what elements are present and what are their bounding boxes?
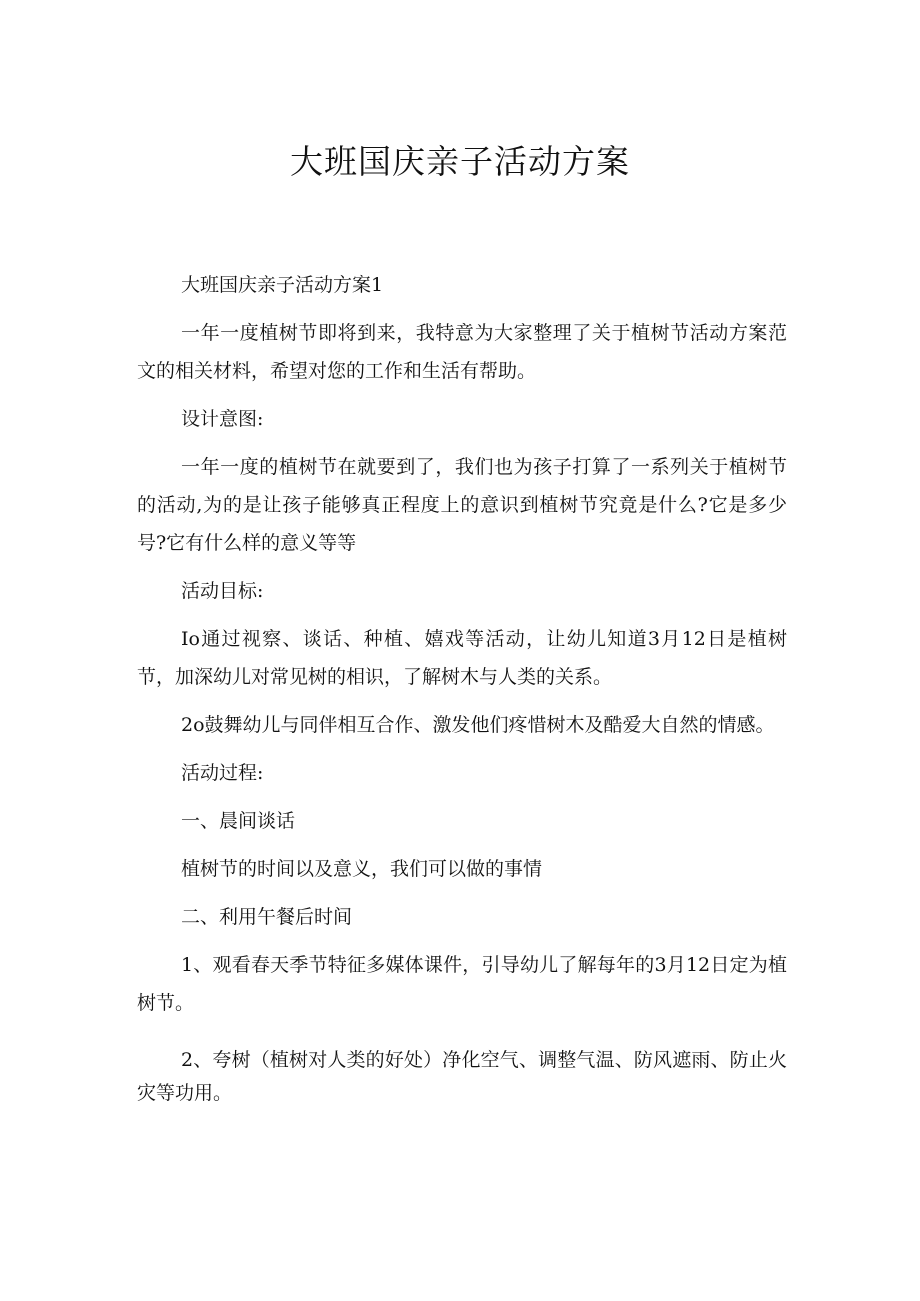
- document-body: [137, 266, 787, 1110]
- document-title: 大班国庆亲子活动方案: [290, 142, 630, 181]
- paragraph: 2o鼓舞幼儿与同伴相互合作、激发他们疼惜树木及酷爱大自然的情感。: [181, 714, 775, 736]
- paragraph: 一年一度的植树节在就要到了，我们也为孩子打算了一系列关于植树节的活动,为的是让孩子能够真正程度上的意识到植树节究竟是什么?它是多少号?它有什么样的意义等等: [137, 456, 787, 554]
- paragraph: Io通过视察、谈话、种植、嬉戏等活动，让幼儿知道3月12日是植树节，加深幼儿对常见树的相识，了解树木与人类的关系。: [137, 628, 787, 688]
- subheading: 设计意图:: [181, 408, 264, 430]
- list-item: 1、观看春天季节特征多媒体课件，引导幼儿了解每年的3月12日定为植树节。: [137, 954, 787, 1014]
- section-heading: 大班国庆亲子活动方案1: [181, 274, 384, 296]
- list-heading: 二、利用午餐后时间: [181, 906, 353, 928]
- paragraph: 一年一度植树节即将到来，我特意为大家整理了关于植树节活动方案范文的相关材料，希望对您的工作和生活有帮助。: [137, 322, 787, 382]
- list-item: 2、夸树（植树对人类的好处）净化空气、调整气温、防风遮雨、防止火灾等功用。: [137, 1049, 787, 1104]
- subheading: 活动目标:: [181, 580, 264, 602]
- paragraph: 植树节的时间以及意义，我们可以做的事情: [181, 858, 543, 880]
- list-heading: 一、晨间谈话: [181, 810, 296, 832]
- subheading: 活动过程:: [181, 762, 264, 784]
